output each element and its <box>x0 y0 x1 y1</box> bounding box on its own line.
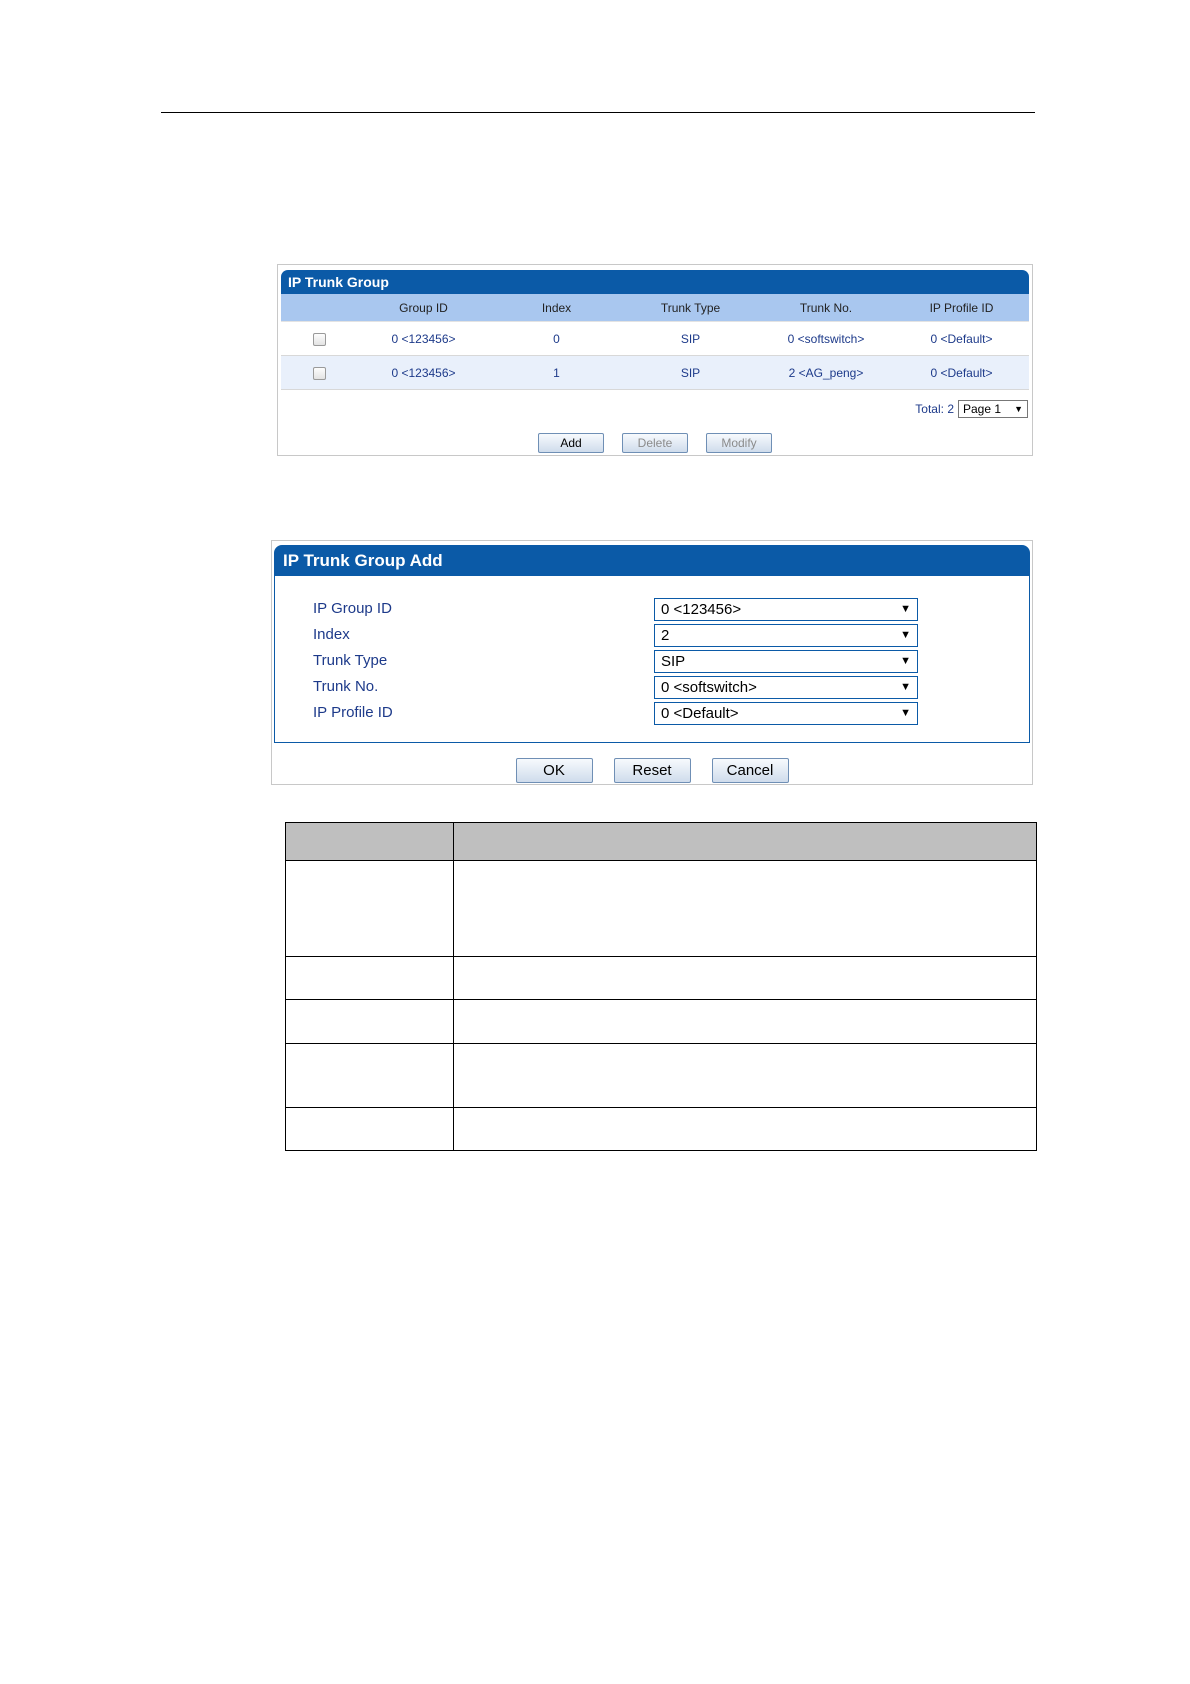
cancel-button[interactable]: Cancel <box>712 758 789 783</box>
page-select[interactable] <box>958 400 1028 418</box>
description-cell <box>454 1044 1037 1108</box>
field-label: Trunk No. <box>313 678 379 695</box>
chevron-down-icon: ▼ <box>900 681 911 693</box>
description-cell <box>286 1000 454 1044</box>
field-label: IP Profile ID <box>313 704 393 721</box>
ip-trunk-group-add-panel <box>271 540 1033 785</box>
cell-group-id: 0 <123456> <box>357 356 490 390</box>
delete-button[interactable]: Delete <box>622 433 688 453</box>
column-header-group-id: Group ID <box>357 294 490 322</box>
ip-profile-id-select[interactable] <box>654 702 918 725</box>
table-header-row <box>281 294 1029 322</box>
reset-button[interactable]: Reset <box>614 758 691 783</box>
cell-group-id: 0 <123456> <box>357 322 490 356</box>
cell-index: 0 <box>490 322 623 356</box>
field-ip-profile-id <box>275 702 1029 727</box>
ok-button[interactable]: OK <box>516 758 593 783</box>
form-actions <box>272 758 1032 783</box>
column-header-index: Index <box>490 294 623 322</box>
chevron-down-icon: ▼ <box>900 655 911 667</box>
select-value: SIP <box>661 653 686 670</box>
cell-ip-profile-id: 0 <Default> <box>894 322 1029 356</box>
add-button[interactable]: Add <box>538 433 604 453</box>
trunk-group-table <box>281 294 1029 390</box>
table-row <box>281 356 1029 390</box>
field-label: IP Group ID <box>313 600 392 617</box>
field-label: Trunk Type <box>313 652 388 669</box>
add-form <box>274 576 1030 743</box>
list-actions <box>278 433 1032 453</box>
description-cell <box>454 957 1037 1000</box>
select-value: 0 <123456> <box>661 601 742 618</box>
description-cell <box>454 1108 1037 1151</box>
row-select-cell <box>281 322 357 356</box>
cell-index: 1 <box>490 356 623 390</box>
description-cell <box>286 1108 454 1151</box>
description-cell <box>286 1044 454 1108</box>
description-row <box>286 1108 1037 1151</box>
panel-title: IP Trunk Group <box>281 270 1029 294</box>
field-trunk-type <box>275 650 1029 675</box>
chevron-down-icon: ▼ <box>900 603 911 615</box>
chevron-down-icon: ▼ <box>900 707 911 719</box>
column-header-trunk-type: Trunk Type <box>623 294 758 322</box>
table-row <box>281 322 1029 356</box>
description-cell <box>286 957 454 1000</box>
description-cell <box>286 861 454 957</box>
column-header-trunk-no: Trunk No. <box>758 294 894 322</box>
description-header-row <box>286 823 1037 861</box>
chevron-down-icon: ▼ <box>1014 404 1023 414</box>
cell-trunk-no: 0 <softswitch> <box>758 322 894 356</box>
trunk-no-select[interactable] <box>654 676 918 699</box>
cell-ip-profile-id: 0 <Default> <box>894 356 1029 390</box>
description-row <box>286 1000 1037 1044</box>
description-header-cell <box>454 823 1037 861</box>
total-count: Total: 2 <box>915 402 954 416</box>
description-header-cell <box>286 823 454 861</box>
field-label: Index <box>313 626 350 643</box>
description-row <box>286 957 1037 1000</box>
column-header-select <box>281 294 357 322</box>
modify-button[interactable]: Modify <box>706 433 772 453</box>
page-header-rule <box>161 112 1035 113</box>
select-value: 0 <softswitch> <box>661 679 757 696</box>
description-cell <box>454 861 1037 957</box>
ip-group-id-select[interactable] <box>654 598 918 621</box>
row-checkbox[interactable] <box>313 367 326 380</box>
row-select-cell <box>281 356 357 390</box>
description-cell <box>454 1000 1037 1044</box>
panel-title: IP Trunk Group Add <box>274 545 1030 576</box>
page-select-value: Page 1 <box>963 402 1002 416</box>
select-value: 2 <box>661 627 670 644</box>
ip-trunk-group-panel <box>277 264 1033 456</box>
select-value: 0 <Default> <box>661 705 739 722</box>
cell-trunk-type: SIP <box>623 356 758 390</box>
field-index <box>275 624 1029 649</box>
index-select[interactable] <box>654 624 918 647</box>
trunk-type-select[interactable] <box>654 650 918 673</box>
field-trunk-no <box>275 676 1029 701</box>
description-row <box>286 1044 1037 1108</box>
column-header-ip-profile-id: IP Profile ID <box>894 294 1029 322</box>
pagination-bar <box>915 400 1028 418</box>
field-ip-group-id <box>275 598 1029 623</box>
parameter-description-table <box>285 822 1037 1151</box>
chevron-down-icon: ▼ <box>900 629 911 641</box>
row-checkbox[interactable] <box>313 333 326 346</box>
cell-trunk-no: 2 <AG_peng> <box>758 356 894 390</box>
cell-trunk-type: SIP <box>623 322 758 356</box>
description-row <box>286 861 1037 957</box>
